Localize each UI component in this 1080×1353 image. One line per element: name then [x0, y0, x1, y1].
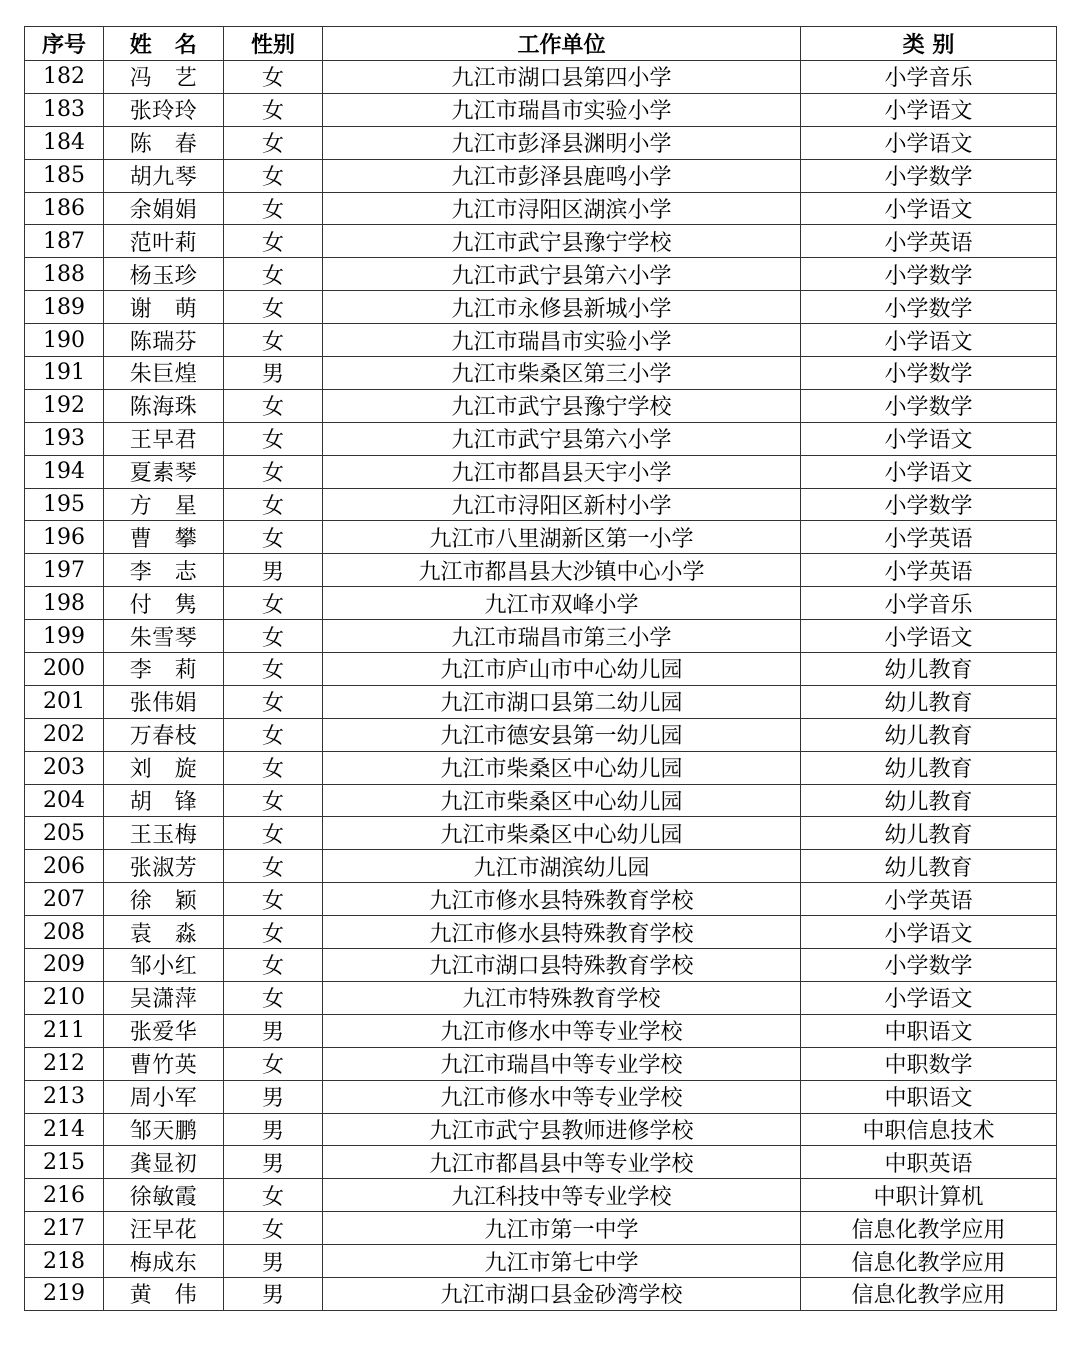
cell-work-unit: 九江市修水县特殊教育学校 [323, 916, 801, 949]
cell-category: 中职计算机 [801, 1179, 1057, 1212]
cell-name: 张玲玲 [104, 93, 224, 126]
cell-category: 小学语文 [801, 324, 1057, 357]
cell-work-unit: 九江市都昌县中等专业学校 [323, 1146, 801, 1179]
roster-table [24, 26, 1057, 1311]
cell-name: 陈 春 [104, 126, 224, 159]
table-row [25, 1212, 1057, 1245]
cell-category: 幼儿教育 [801, 850, 1057, 883]
cell-serial-number: 190 [25, 324, 104, 357]
cell-name: 冯 艺 [104, 61, 224, 94]
cell-work-unit: 九江市武宁县第六小学 [323, 422, 801, 455]
cell-serial-number: 208 [25, 916, 104, 949]
table-row [25, 620, 1057, 653]
table-row [25, 1113, 1057, 1146]
header-work-unit: 工作单位 [323, 27, 801, 61]
table-row [25, 949, 1057, 982]
cell-gender: 女 [224, 258, 323, 291]
cell-gender: 女 [224, 126, 323, 159]
cell-work-unit: 九江市湖滨幼儿园 [323, 850, 801, 883]
cell-work-unit: 九江市第一中学 [323, 1212, 801, 1245]
cell-work-unit: 九江市庐山市中心幼儿园 [323, 653, 801, 686]
cell-name: 余娟娟 [104, 192, 224, 225]
cell-work-unit: 九江市柴桑区第三小学 [323, 357, 801, 390]
cell-gender: 女 [224, 784, 323, 817]
table-row [25, 784, 1057, 817]
cell-serial-number: 182 [25, 61, 104, 94]
cell-category: 幼儿教育 [801, 784, 1057, 817]
cell-gender: 男 [224, 357, 323, 390]
cell-work-unit: 九江市都昌县大沙镇中心小学 [323, 554, 801, 587]
cell-name: 方 星 [104, 488, 224, 521]
cell-category: 幼儿教育 [801, 685, 1057, 718]
cell-gender: 女 [224, 225, 323, 258]
cell-name: 王早君 [104, 422, 224, 455]
cell-category: 幼儿教育 [801, 751, 1057, 784]
cell-name: 邹小红 [104, 949, 224, 982]
cell-gender: 女 [224, 850, 323, 883]
table-row [25, 159, 1057, 192]
table-row [25, 1245, 1057, 1278]
cell-serial-number: 196 [25, 521, 104, 554]
cell-name: 吴潇萍 [104, 981, 224, 1014]
cell-gender: 女 [224, 93, 323, 126]
cell-serial-number: 203 [25, 751, 104, 784]
cell-gender: 女 [224, 620, 323, 653]
cell-work-unit: 九江市德安县第一幼儿园 [323, 718, 801, 751]
cell-category: 信息化教学应用 [801, 1277, 1057, 1310]
table-row [25, 1047, 1057, 1080]
cell-serial-number: 184 [25, 126, 104, 159]
table-row [25, 291, 1057, 324]
cell-serial-number: 218 [25, 1245, 104, 1278]
cell-gender: 男 [224, 1245, 323, 1278]
cell-category: 小学语文 [801, 620, 1057, 653]
cell-gender: 女 [224, 159, 323, 192]
cell-gender: 女 [224, 751, 323, 784]
cell-category: 中职信息技术 [801, 1113, 1057, 1146]
table-row [25, 357, 1057, 390]
cell-category: 小学音乐 [801, 61, 1057, 94]
table-row [25, 817, 1057, 850]
cell-gender: 女 [224, 422, 323, 455]
cell-gender: 男 [224, 1146, 323, 1179]
table-row [25, 455, 1057, 488]
cell-category: 小学语文 [801, 981, 1057, 1014]
cell-gender: 男 [224, 1277, 323, 1310]
table-row [25, 422, 1057, 455]
cell-name: 谢 萌 [104, 291, 224, 324]
cell-name: 徐敏霞 [104, 1179, 224, 1212]
cell-category: 小学英语 [801, 554, 1057, 587]
cell-serial-number: 211 [25, 1014, 104, 1047]
cell-work-unit: 九江科技中等专业学校 [323, 1179, 801, 1212]
cell-work-unit: 九江市彭泽县渊明小学 [323, 126, 801, 159]
cell-gender: 女 [224, 653, 323, 686]
cell-gender: 男 [224, 1014, 323, 1047]
cell-work-unit: 九江市瑞昌市实验小学 [323, 93, 801, 126]
cell-name: 范叶莉 [104, 225, 224, 258]
cell-work-unit: 九江市柴桑区中心幼儿园 [323, 784, 801, 817]
cell-work-unit: 九江市湖口县金砂湾学校 [323, 1277, 801, 1310]
cell-work-unit: 九江市修水中等专业学校 [323, 1080, 801, 1113]
cell-gender: 女 [224, 192, 323, 225]
cell-serial-number: 198 [25, 587, 104, 620]
cell-work-unit: 九江市柴桑区中心幼儿园 [323, 817, 801, 850]
cell-name: 张伟娟 [104, 685, 224, 718]
cell-work-unit: 九江市浔阳区湖滨小学 [323, 192, 801, 225]
table-row [25, 916, 1057, 949]
cell-serial-number: 214 [25, 1113, 104, 1146]
cell-serial-number: 204 [25, 784, 104, 817]
cell-name: 付 隽 [104, 587, 224, 620]
table-row [25, 1080, 1057, 1113]
table-row [25, 93, 1057, 126]
table-row [25, 653, 1057, 686]
table-row [25, 554, 1057, 587]
table-row [25, 587, 1057, 620]
header-category: 类 别 [801, 27, 1057, 61]
cell-serial-number: 209 [25, 949, 104, 982]
cell-gender: 女 [224, 883, 323, 916]
cell-category: 小学语文 [801, 455, 1057, 488]
cell-category: 幼儿教育 [801, 817, 1057, 850]
cell-work-unit: 九江市特殊教育学校 [323, 981, 801, 1014]
cell-category: 小学语文 [801, 192, 1057, 225]
cell-name: 陈海珠 [104, 389, 224, 422]
cell-name: 梅成东 [104, 1245, 224, 1278]
table-row [25, 1146, 1057, 1179]
cell-serial-number: 215 [25, 1146, 104, 1179]
cell-gender: 女 [224, 981, 323, 1014]
cell-name: 杨玉珍 [104, 258, 224, 291]
cell-category: 中职英语 [801, 1146, 1057, 1179]
header-name: 姓 名 [104, 27, 224, 61]
cell-name: 胡九琴 [104, 159, 224, 192]
cell-category: 信息化教学应用 [801, 1212, 1057, 1245]
cell-work-unit: 九江市八里湖新区第一小学 [323, 521, 801, 554]
cell-serial-number: 207 [25, 883, 104, 916]
cell-work-unit: 九江市柴桑区中心幼儿园 [323, 751, 801, 784]
cell-category: 小学语文 [801, 916, 1057, 949]
cell-serial-number: 194 [25, 455, 104, 488]
table-row [25, 1179, 1057, 1212]
table-row [25, 488, 1057, 521]
cell-work-unit: 九江市湖口县特殊教育学校 [323, 949, 801, 982]
cell-serial-number: 216 [25, 1179, 104, 1212]
cell-work-unit: 九江市湖口县第四小学 [323, 61, 801, 94]
cell-serial-number: 202 [25, 718, 104, 751]
cell-serial-number: 217 [25, 1212, 104, 1245]
cell-category: 小学语文 [801, 422, 1057, 455]
table-row [25, 389, 1057, 422]
cell-serial-number: 193 [25, 422, 104, 455]
cell-serial-number: 213 [25, 1080, 104, 1113]
cell-serial-number: 187 [25, 225, 104, 258]
cell-name: 袁 淼 [104, 916, 224, 949]
table-row [25, 1277, 1057, 1310]
cell-work-unit: 九江市武宁县豫宁学校 [323, 225, 801, 258]
header-serial-number: 序号 [25, 27, 104, 61]
table-body [25, 61, 1057, 1311]
cell-gender: 女 [224, 817, 323, 850]
cell-serial-number: 189 [25, 291, 104, 324]
cell-gender: 女 [224, 291, 323, 324]
cell-name: 周小军 [104, 1080, 224, 1113]
cell-name: 胡 锋 [104, 784, 224, 817]
cell-name: 汪早花 [104, 1212, 224, 1245]
cell-name: 王玉梅 [104, 817, 224, 850]
cell-category: 小学数学 [801, 258, 1057, 291]
cell-work-unit: 九江市彭泽县鹿鸣小学 [323, 159, 801, 192]
cell-name: 万春枝 [104, 718, 224, 751]
table-row [25, 258, 1057, 291]
cell-category: 小学语文 [801, 126, 1057, 159]
cell-name: 李 志 [104, 554, 224, 587]
cell-serial-number: 192 [25, 389, 104, 422]
cell-gender: 女 [224, 488, 323, 521]
cell-category: 幼儿教育 [801, 718, 1057, 751]
cell-gender: 女 [224, 916, 323, 949]
table-row [25, 324, 1057, 357]
table-row [25, 1014, 1057, 1047]
table-row [25, 61, 1057, 94]
cell-category: 信息化教学应用 [801, 1245, 1057, 1278]
cell-work-unit: 九江市瑞昌市实验小学 [323, 324, 801, 357]
cell-work-unit: 九江市武宁县豫宁学校 [323, 389, 801, 422]
table-row [25, 192, 1057, 225]
cell-work-unit: 九江市第七中学 [323, 1245, 801, 1278]
cell-name: 曹 攀 [104, 521, 224, 554]
cell-serial-number: 185 [25, 159, 104, 192]
header-row [25, 27, 1057, 61]
cell-serial-number: 212 [25, 1047, 104, 1080]
cell-gender: 女 [224, 718, 323, 751]
cell-name: 徐 颖 [104, 883, 224, 916]
cell-work-unit: 九江市浔阳区新村小学 [323, 488, 801, 521]
table-row [25, 850, 1057, 883]
cell-category: 小学数学 [801, 488, 1057, 521]
cell-gender: 女 [224, 389, 323, 422]
table-row [25, 981, 1057, 1014]
cell-work-unit: 九江市武宁县教师进修学校 [323, 1113, 801, 1146]
table-row [25, 126, 1057, 159]
cell-serial-number: 188 [25, 258, 104, 291]
cell-name: 龚显初 [104, 1146, 224, 1179]
cell-category: 小学数学 [801, 357, 1057, 390]
cell-serial-number: 191 [25, 357, 104, 390]
cell-category: 小学英语 [801, 225, 1057, 258]
cell-work-unit: 九江市瑞昌中等专业学校 [323, 1047, 801, 1080]
cell-category: 小学英语 [801, 883, 1057, 916]
cell-work-unit: 九江市瑞昌市第三小学 [323, 620, 801, 653]
cell-name: 张爱华 [104, 1014, 224, 1047]
cell-category: 中职数学 [801, 1047, 1057, 1080]
cell-gender: 女 [224, 587, 323, 620]
header-gender: 性别 [224, 27, 323, 61]
cell-serial-number: 206 [25, 850, 104, 883]
table-header [25, 27, 1057, 61]
cell-serial-number: 200 [25, 653, 104, 686]
table-row [25, 685, 1057, 718]
cell-name: 刘 旋 [104, 751, 224, 784]
cell-name: 朱雪琴 [104, 620, 224, 653]
cell-serial-number: 195 [25, 488, 104, 521]
cell-gender: 女 [224, 324, 323, 357]
cell-gender: 女 [224, 61, 323, 94]
cell-gender: 男 [224, 1113, 323, 1146]
cell-name: 李 莉 [104, 653, 224, 686]
cell-category: 中职语文 [801, 1080, 1057, 1113]
cell-serial-number: 186 [25, 192, 104, 225]
cell-gender: 女 [224, 949, 323, 982]
cell-gender: 女 [224, 1047, 323, 1080]
cell-name: 朱巨煌 [104, 357, 224, 390]
cell-work-unit: 九江市湖口县第二幼儿园 [323, 685, 801, 718]
cell-name: 黄 伟 [104, 1277, 224, 1310]
cell-name: 陈瑞芬 [104, 324, 224, 357]
cell-serial-number: 199 [25, 620, 104, 653]
cell-work-unit: 九江市修水中等专业学校 [323, 1014, 801, 1047]
cell-work-unit: 九江市双峰小学 [323, 587, 801, 620]
cell-serial-number: 205 [25, 817, 104, 850]
cell-work-unit: 九江市修水县特殊教育学校 [323, 883, 801, 916]
cell-work-unit: 九江市永修县新城小学 [323, 291, 801, 324]
cell-serial-number: 197 [25, 554, 104, 587]
cell-name: 邹天鹏 [104, 1113, 224, 1146]
table-row [25, 225, 1057, 258]
cell-gender: 男 [224, 1080, 323, 1113]
cell-category: 小学数学 [801, 159, 1057, 192]
cell-gender: 女 [224, 685, 323, 718]
table-row [25, 718, 1057, 751]
table-row [25, 521, 1057, 554]
cell-category: 小学音乐 [801, 587, 1057, 620]
cell-serial-number: 201 [25, 685, 104, 718]
cell-gender: 女 [224, 455, 323, 488]
cell-category: 中职语文 [801, 1014, 1057, 1047]
cell-category: 小学数学 [801, 291, 1057, 324]
cell-category: 小学数学 [801, 389, 1057, 422]
cell-name: 张淑芳 [104, 850, 224, 883]
cell-gender: 女 [224, 1212, 323, 1245]
cell-category: 幼儿教育 [801, 653, 1057, 686]
cell-name: 曹竹英 [104, 1047, 224, 1080]
table-row [25, 883, 1057, 916]
cell-work-unit: 九江市武宁县第六小学 [323, 258, 801, 291]
cell-gender: 女 [224, 1179, 323, 1212]
cell-work-unit: 九江市都昌县天宇小学 [323, 455, 801, 488]
cell-serial-number: 219 [25, 1277, 104, 1310]
cell-serial-number: 210 [25, 981, 104, 1014]
cell-serial-number: 183 [25, 93, 104, 126]
cell-name: 夏素琴 [104, 455, 224, 488]
table-row [25, 751, 1057, 784]
cell-category: 小学语文 [801, 93, 1057, 126]
cell-gender: 女 [224, 521, 323, 554]
cell-category: 小学英语 [801, 521, 1057, 554]
cell-gender: 男 [224, 554, 323, 587]
cell-category: 小学数学 [801, 949, 1057, 982]
